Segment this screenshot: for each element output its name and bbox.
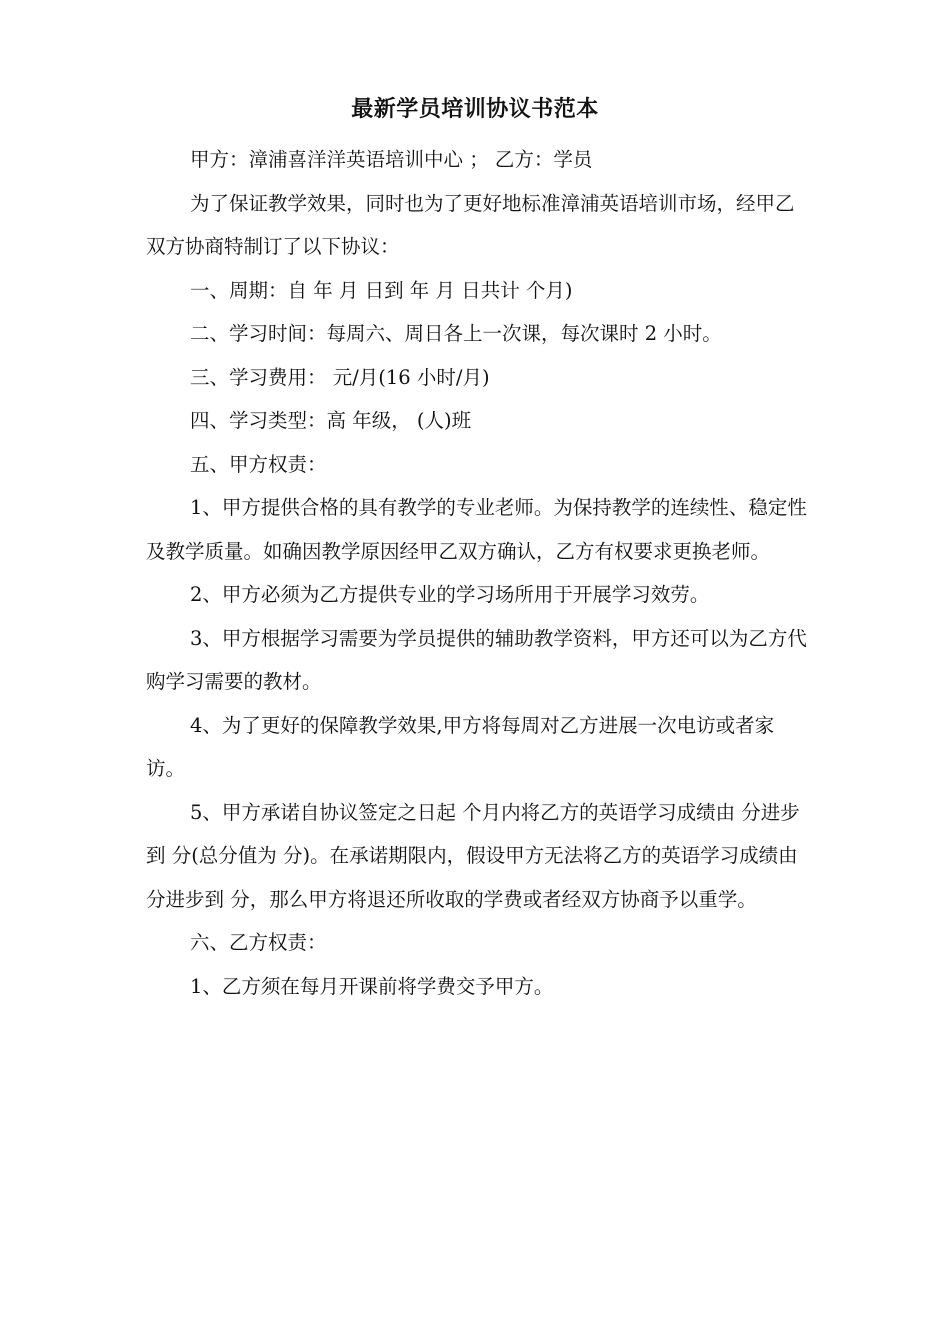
document-title: 最新学员培训协议书范本 [351,97,599,122]
party-line: 甲方：漳浦喜洋洋英语培训中心 ； 乙方：学员 [190,148,593,171]
party-a-item-2: 2、甲方必须为乙方提供专业的学习场所用于开展学习效劳。 [190,583,710,606]
clause-study-fee: 三、学习费用： 元/月(16 小时/月) [190,365,490,389]
document-body [146,138,810,1008]
section-party-b-rights: 六、乙方权责： [190,931,327,954]
clause-study-type: 四、学习类型：高 年级， (人)班 [190,409,472,432]
section-party-a-rights: 五、甲方权责： [190,452,327,476]
clause-period: 一、周期：自 年 月 日到 年 月 日共计 个月) [190,278,573,302]
party-b-item-1: 1、乙方须在每月开课前将学费交予甲方。 [190,974,554,998]
party-a-item-4: 4、为了更好的保障教学效果,甲方将每周对乙方进展一次电访或者家访。 [146,713,775,780]
party-a-item-5: 5、甲方承诺自协议签定之日起 个月内将乙方的英语学习成绩由 分进步到 分(总分值为 分)。在承诺期限内，假设甲方无法将乙方的英语学习成绩由 分进步到 分，那么甲方将退还所收取的学费或者经双方协商予以重学。 [146,800,800,911]
preamble-paragraph: 为了保证教学效果，同时也为了更好地标准漳浦英语培训市场，经甲乙双方协商特制订了以下协议： [146,191,795,258]
clause-study-time: 二、学习时间：每周六、周日各上一次课，每次课时 2 小时。 [190,322,722,345]
party-a-item-3: 3、甲方根据学习需要为学员提供的辅助教学资料，甲方还可以为乙方代购学习需要的教材。 [146,626,807,693]
party-a-item-1: 1、甲方提供合格的具有教学的专业老师。为保持教学的连续性、稳定性及教学质量。如确因教学原因经甲乙双方确认，乙方有权要求更换老师。 [146,496,807,563]
